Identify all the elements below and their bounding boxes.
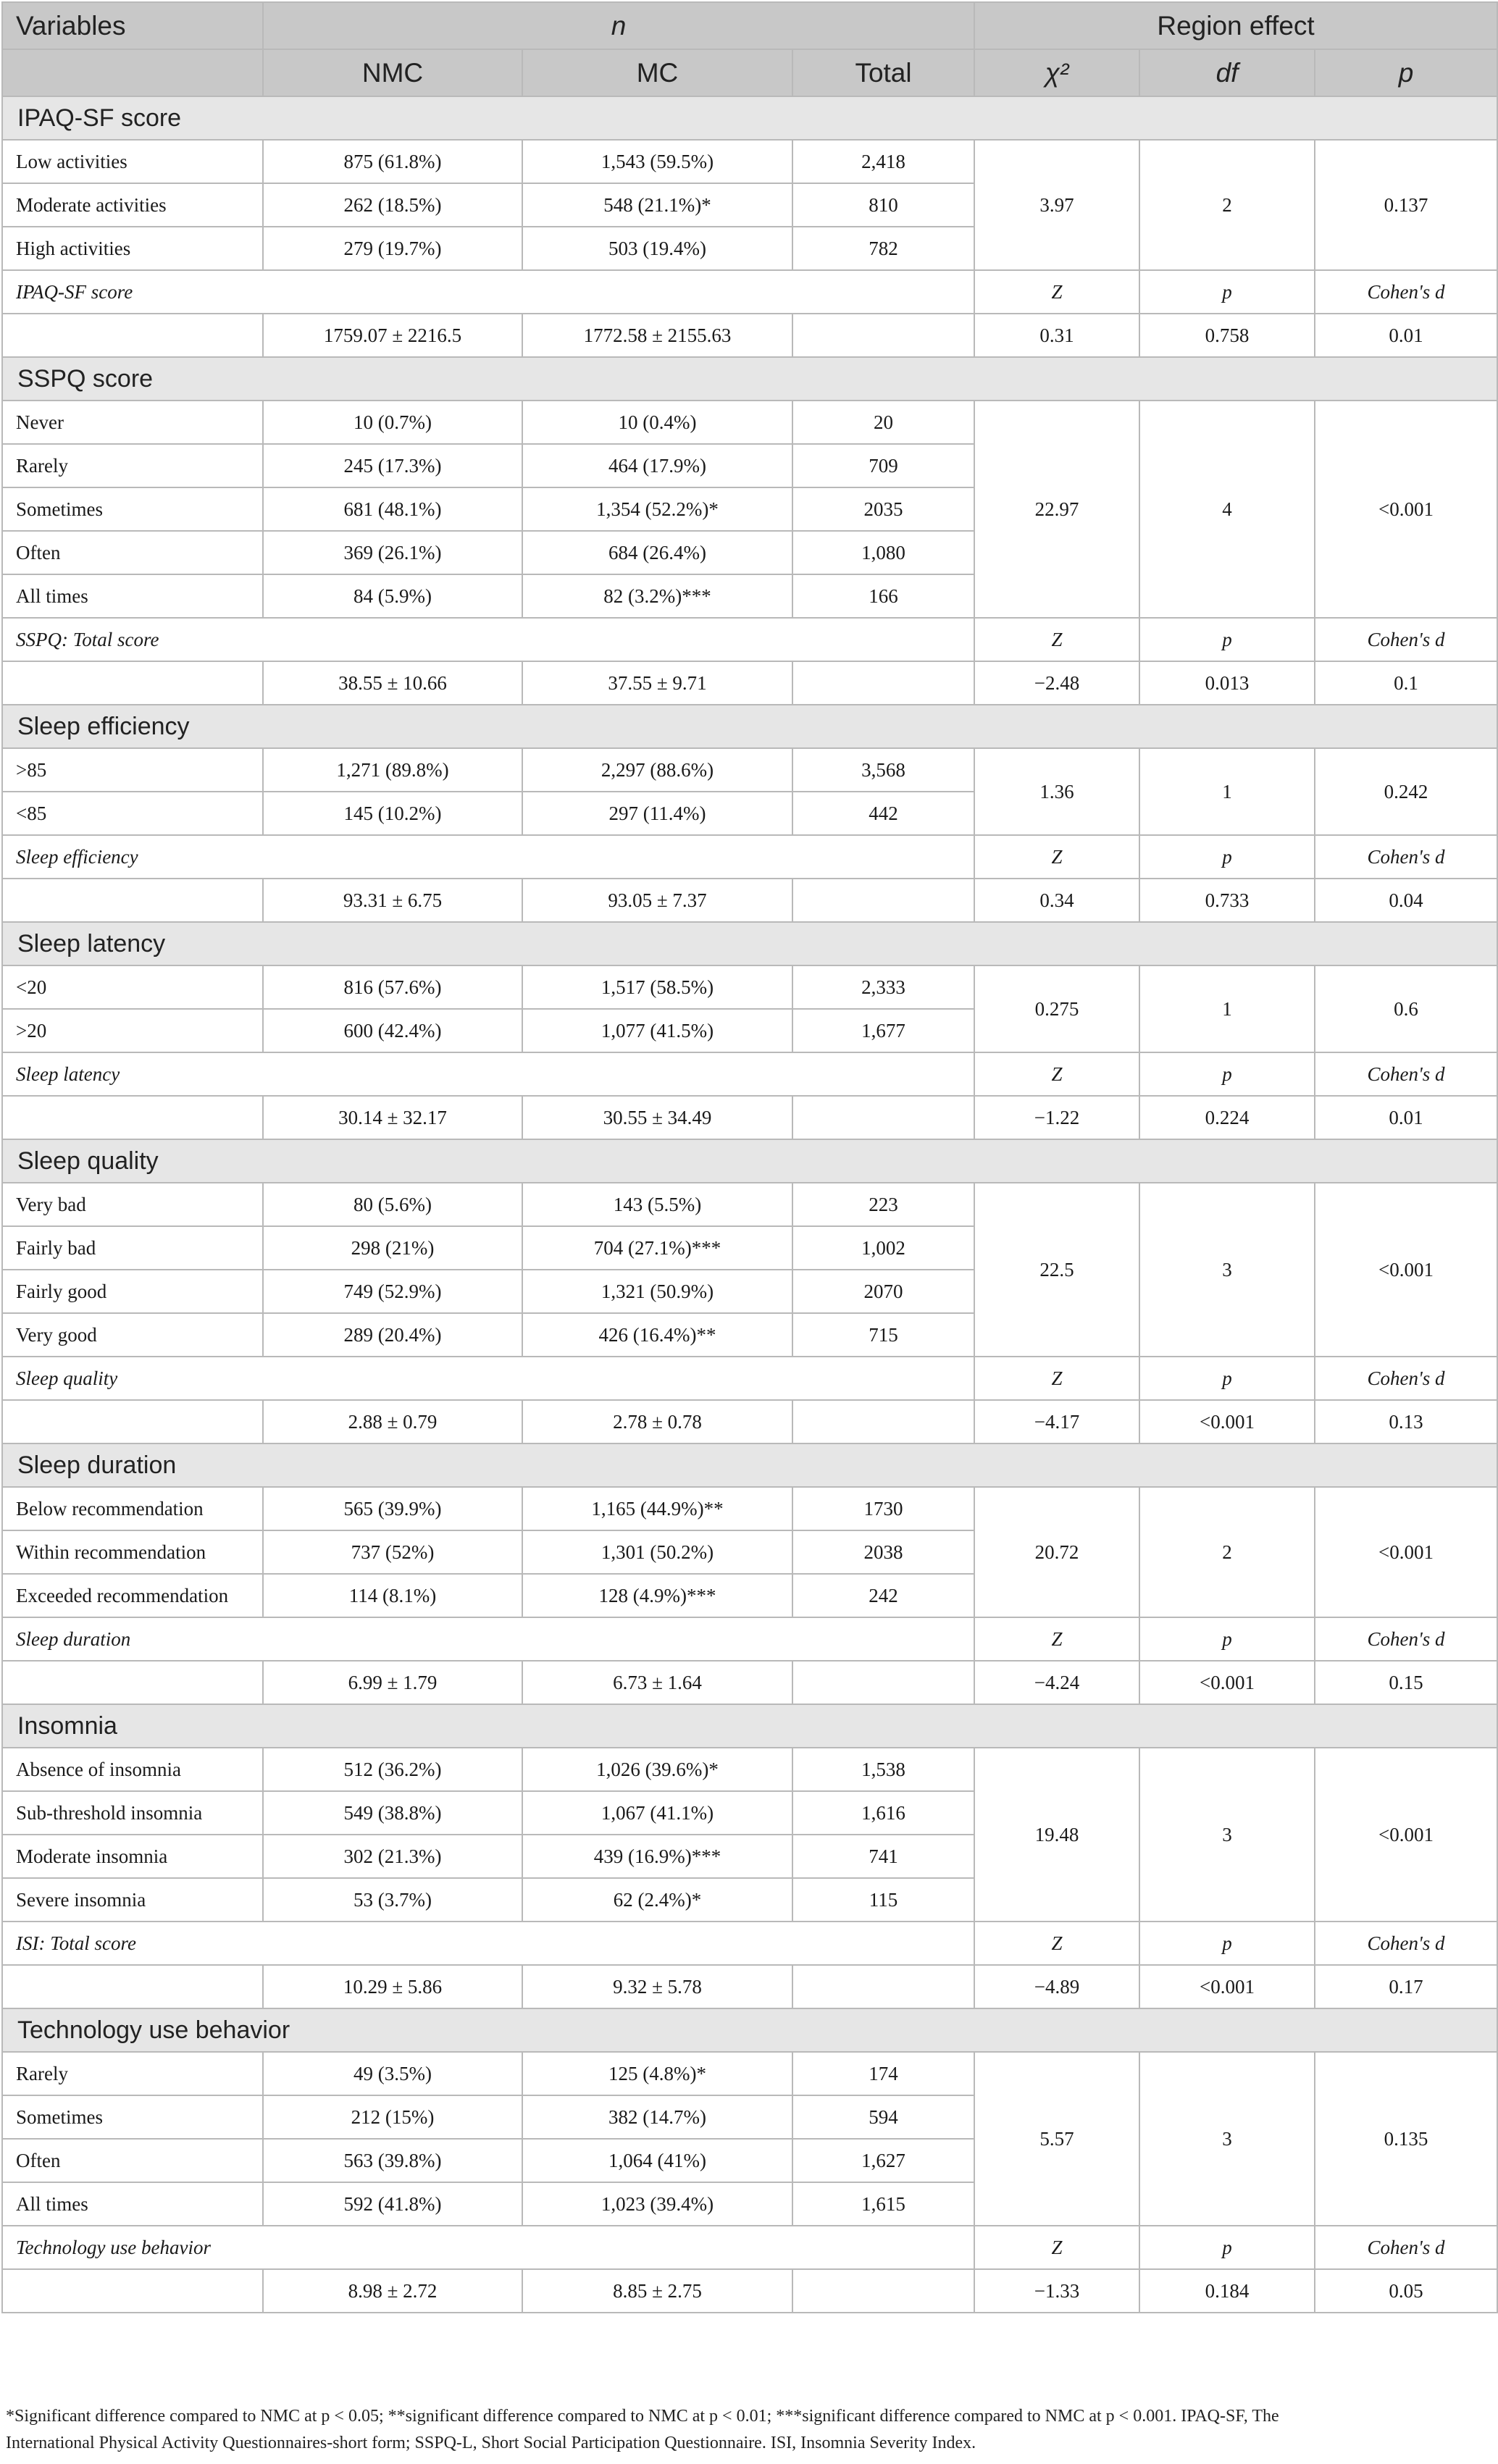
mc-count: 1,077 (41.5%) xyxy=(522,1009,792,1052)
category-label: <20 xyxy=(2,965,263,1009)
cohens-d-value: 0.1 xyxy=(1315,661,1497,705)
section-title: IPAQ-SF score xyxy=(2,96,1497,140)
header-chi2: χ² xyxy=(974,49,1139,96)
mean-blank xyxy=(2,1661,263,1704)
table-row xyxy=(2,401,1497,444)
nmc-count: 298 (21%) xyxy=(263,1226,522,1270)
score-header-row xyxy=(2,618,1497,661)
category-label: Below recommendation xyxy=(2,1487,263,1530)
score-mean-row xyxy=(2,1096,1497,1139)
table-row xyxy=(2,140,1497,183)
mc-mean: 30.55 ± 34.49 xyxy=(522,1096,792,1139)
mc-count: 128 (4.9%)*** xyxy=(522,1574,792,1617)
mc-mean: 6.73 ± 1.64 xyxy=(522,1661,792,1704)
mc-count: 2,297 (88.6%) xyxy=(522,748,792,792)
total-count: 242 xyxy=(792,1574,974,1617)
nmc-count: 212 (15%) xyxy=(263,2095,522,2139)
table-body xyxy=(2,96,1497,2313)
mc-count: 1,064 (41%) xyxy=(522,2139,792,2182)
cohens-d-value: 0.01 xyxy=(1315,1096,1497,1139)
nmc-count: 1,271 (89.8%) xyxy=(263,748,522,792)
p-value-z: <0.001 xyxy=(1139,1661,1315,1704)
total-count: 594 xyxy=(792,2095,974,2139)
z-value: −4.89 xyxy=(974,1965,1139,2008)
total-count: 2070 xyxy=(792,1270,974,1313)
mean-blank xyxy=(2,1096,263,1139)
p-value-z: <0.001 xyxy=(1139,1400,1315,1443)
nmc-count: 289 (20.4%) xyxy=(263,1313,522,1357)
score-header-row xyxy=(2,1617,1497,1661)
nmc-count: 592 (41.8%) xyxy=(263,2182,522,2226)
mc-count: 548 (21.1%)* xyxy=(522,183,792,227)
category-label: Within recommendation xyxy=(2,1530,263,1574)
table-row xyxy=(2,748,1497,792)
z-label: Z xyxy=(974,1052,1139,1096)
cohens-d-label: Cohen's d xyxy=(1315,270,1497,314)
category-label: Moderate insomnia xyxy=(2,1835,263,1878)
score-mean-row xyxy=(2,1400,1497,1443)
mc-count: 1,165 (44.9%)** xyxy=(522,1487,792,1530)
total-blank xyxy=(792,1096,974,1139)
total-count: 1,616 xyxy=(792,1791,974,1835)
score-mean-row xyxy=(2,879,1497,922)
cohens-d-label: Cohen's d xyxy=(1315,1052,1497,1096)
score-label: SSPQ: Total score xyxy=(2,618,974,661)
nmc-mean: 1759.07 ± 2216.5 xyxy=(263,314,522,357)
total-count: 741 xyxy=(792,1835,974,1878)
nmc-count: 53 (3.7%) xyxy=(263,1878,522,1922)
z-label: Z xyxy=(974,835,1139,879)
p-value: 0.135 xyxy=(1315,2052,1497,2226)
nmc-mean: 8.98 ± 2.72 xyxy=(263,2269,522,2313)
category-label: High activities xyxy=(2,227,263,270)
header-total: Total xyxy=(792,49,974,96)
total-count: 2035 xyxy=(792,487,974,531)
category-label: Very bad xyxy=(2,1183,263,1226)
score-mean-row xyxy=(2,2269,1497,2313)
header-variables: Variables xyxy=(2,2,263,49)
section-title: Sleep efficiency xyxy=(2,705,1497,748)
nmc-count: 49 (3.5%) xyxy=(263,2052,522,2095)
section-title: SSPQ score xyxy=(2,357,1497,401)
nmc-count: 262 (18.5%) xyxy=(263,183,522,227)
p-value-z: <0.001 xyxy=(1139,1965,1315,2008)
header-df: df xyxy=(1139,49,1315,96)
mc-mean: 2.78 ± 0.78 xyxy=(522,1400,792,1443)
total-count: 174 xyxy=(792,2052,974,2095)
total-count: 2,333 xyxy=(792,965,974,1009)
z-label: Z xyxy=(974,1617,1139,1661)
mc-count: 464 (17.9%) xyxy=(522,444,792,487)
score-label: ISI: Total score xyxy=(2,1922,974,1965)
mc-mean: 1772.58 ± 2155.63 xyxy=(522,314,792,357)
score-label: Sleep quality xyxy=(2,1357,974,1400)
cohens-d-value: 0.04 xyxy=(1315,879,1497,922)
z-value: −1.22 xyxy=(974,1096,1139,1139)
total-blank xyxy=(792,661,974,705)
cohens-d-label: Cohen's d xyxy=(1315,618,1497,661)
mc-count: 426 (16.4%)** xyxy=(522,1313,792,1357)
cohens-d-value: 0.15 xyxy=(1315,1661,1497,1704)
nmc-count: 302 (21.3%) xyxy=(263,1835,522,1878)
total-count: 166 xyxy=(792,574,974,618)
category-label: Absence of insomnia xyxy=(2,1748,263,1791)
p-value-z: 0.733 xyxy=(1139,879,1315,922)
mean-blank xyxy=(2,1965,263,2008)
mc-count: 62 (2.4%)* xyxy=(522,1878,792,1922)
score-label: Technology use behavior xyxy=(2,2226,974,2269)
section-row xyxy=(2,1443,1497,1487)
total-count: 20 xyxy=(792,401,974,444)
category-label: Often xyxy=(2,531,263,574)
category-label: Moderate activities xyxy=(2,183,263,227)
mc-count: 1,023 (39.4%) xyxy=(522,2182,792,2226)
p-label: p xyxy=(1139,1052,1315,1096)
cohens-d-label: Cohen's d xyxy=(1315,1617,1497,1661)
nmc-mean: 93.31 ± 6.75 xyxy=(263,879,522,922)
table-row xyxy=(2,1487,1497,1530)
p-value: <0.001 xyxy=(1315,1183,1497,1357)
score-mean-row xyxy=(2,1965,1497,2008)
cohens-d-value: 0.17 xyxy=(1315,1965,1497,2008)
score-header-row xyxy=(2,1922,1497,1965)
section-title: Sleep quality xyxy=(2,1139,1497,1183)
mean-blank xyxy=(2,314,263,357)
mc-count: 439 (16.9%)*** xyxy=(522,1835,792,1878)
category-label: Low activities xyxy=(2,140,263,183)
mc-mean: 37.55 ± 9.71 xyxy=(522,661,792,705)
results-table xyxy=(1,1,1498,2313)
score-mean-row xyxy=(2,661,1497,705)
nmc-count: 749 (52.9%) xyxy=(263,1270,522,1313)
z-label: Z xyxy=(974,1357,1139,1400)
nmc-mean: 10.29 ± 5.86 xyxy=(263,1965,522,2008)
score-header-row xyxy=(2,270,1497,314)
df-value: 3 xyxy=(1139,1748,1315,1922)
z-value: −4.24 xyxy=(974,1661,1139,1704)
table-footnote xyxy=(6,2403,1491,2457)
nmc-count: 600 (42.4%) xyxy=(263,1009,522,1052)
cohens-d-value: 0.01 xyxy=(1315,314,1497,357)
nmc-count: 84 (5.9%) xyxy=(263,574,522,618)
score-header-row xyxy=(2,1052,1497,1096)
p-value: 0.6 xyxy=(1315,965,1497,1052)
cohens-d-label: Cohen's d xyxy=(1315,1357,1497,1400)
section-row xyxy=(2,357,1497,401)
chi2-value: 22.97 xyxy=(974,401,1139,618)
chi2-value: 5.57 xyxy=(974,2052,1139,2226)
p-value-z: 0.758 xyxy=(1139,314,1315,357)
category-label: Sometimes xyxy=(2,487,263,531)
total-blank xyxy=(792,1661,974,1704)
nmc-count: 875 (61.8%) xyxy=(263,140,522,183)
table-row xyxy=(2,2052,1497,2095)
total-count: 3,568 xyxy=(792,748,974,792)
total-blank xyxy=(792,1965,974,2008)
header-p: p xyxy=(1315,49,1497,96)
category-label: Rarely xyxy=(2,2052,263,2095)
p-value-z: 0.224 xyxy=(1139,1096,1315,1139)
table-row xyxy=(2,1183,1497,1226)
nmc-count: 145 (10.2%) xyxy=(263,792,522,835)
nmc-mean: 6.99 ± 1.79 xyxy=(263,1661,522,1704)
chi2-value: 19.48 xyxy=(974,1748,1139,1922)
score-mean-row xyxy=(2,1661,1497,1704)
footnote-line-2: International Physical Activity Questionnaires-short form; SSPQ-L, Short Social Participation Questionnaire. ISI, Insomnia Severity Index. xyxy=(6,2434,976,2452)
category-label: All times xyxy=(2,2182,263,2226)
section-title: Sleep latency xyxy=(2,922,1497,965)
section-row xyxy=(2,705,1497,748)
mc-mean: 9.32 ± 5.78 xyxy=(522,1965,792,2008)
cohens-d-label: Cohen's d xyxy=(1315,835,1497,879)
section-row xyxy=(2,1704,1497,1748)
section-row xyxy=(2,96,1497,140)
p-label: p xyxy=(1139,1617,1315,1661)
cohens-d-label: Cohen's d xyxy=(1315,1922,1497,1965)
category-label: <85 xyxy=(2,792,263,835)
category-label: All times xyxy=(2,574,263,618)
section-row xyxy=(2,1139,1497,1183)
p-label: p xyxy=(1139,1922,1315,1965)
z-label: Z xyxy=(974,270,1139,314)
p-value-z: 0.184 xyxy=(1139,2269,1315,2313)
score-label: Sleep latency xyxy=(2,1052,974,1096)
df-value: 1 xyxy=(1139,965,1315,1052)
total-count: 709 xyxy=(792,444,974,487)
z-label: Z xyxy=(974,618,1139,661)
z-value: 0.31 xyxy=(974,314,1139,357)
nmc-count: 279 (19.7%) xyxy=(263,227,522,270)
p-value: <0.001 xyxy=(1315,401,1497,618)
total-count: 115 xyxy=(792,1878,974,1922)
header-blank xyxy=(2,49,263,96)
df-value: 3 xyxy=(1139,1183,1315,1357)
category-label: Fairly good xyxy=(2,1270,263,1313)
nmc-mean: 2.88 ± 0.79 xyxy=(263,1400,522,1443)
p-label: p xyxy=(1139,2226,1315,2269)
mc-count: 143 (5.5%) xyxy=(522,1183,792,1226)
nmc-count: 565 (39.9%) xyxy=(263,1487,522,1530)
mc-count: 297 (11.4%) xyxy=(522,792,792,835)
category-label: Very good xyxy=(2,1313,263,1357)
z-value: −1.33 xyxy=(974,2269,1139,2313)
chi2-value: 0.275 xyxy=(974,965,1139,1052)
total-count: 1,080 xyxy=(792,531,974,574)
chi2-value: 22.5 xyxy=(974,1183,1139,1357)
header-mc: MC xyxy=(522,49,792,96)
total-count: 1,627 xyxy=(792,2139,974,2182)
mc-mean: 8.85 ± 2.75 xyxy=(522,2269,792,2313)
mean-blank xyxy=(2,1400,263,1443)
section-row xyxy=(2,922,1497,965)
nmc-count: 114 (8.1%) xyxy=(263,1574,522,1617)
mc-count: 1,517 (58.5%) xyxy=(522,965,792,1009)
z-value: −2.48 xyxy=(974,661,1139,705)
nmc-mean: 38.55 ± 10.66 xyxy=(263,661,522,705)
mean-blank xyxy=(2,2269,263,2313)
mc-count: 1,067 (41.1%) xyxy=(522,1791,792,1835)
nmc-count: 512 (36.2%) xyxy=(263,1748,522,1791)
score-header-row xyxy=(2,835,1497,879)
mc-count: 1,354 (52.2%)* xyxy=(522,487,792,531)
category-label: Sub-threshold insomnia xyxy=(2,1791,263,1835)
category-label: Exceeded recommendation xyxy=(2,1574,263,1617)
category-label: Sometimes xyxy=(2,2095,263,2139)
mc-count: 704 (27.1%)*** xyxy=(522,1226,792,1270)
nmc-count: 549 (38.8%) xyxy=(263,1791,522,1835)
df-value: 4 xyxy=(1139,401,1315,618)
total-count: 715 xyxy=(792,1313,974,1357)
header-nmc: NMC xyxy=(263,49,522,96)
p-value: 0.137 xyxy=(1315,140,1497,270)
section-title: Technology use behavior xyxy=(2,2008,1497,2052)
nmc-count: 245 (17.3%) xyxy=(263,444,522,487)
total-count: 1,538 xyxy=(792,1748,974,1791)
nmc-count: 10 (0.7%) xyxy=(263,401,522,444)
category-label: Rarely xyxy=(2,444,263,487)
score-label: Sleep efficiency xyxy=(2,835,974,879)
df-value: 3 xyxy=(1139,2052,1315,2226)
total-count: 810 xyxy=(792,183,974,227)
mc-count: 125 (4.8%)* xyxy=(522,2052,792,2095)
footnote-line-1: *Significant difference compared to NMC at p < 0.05; **significant difference compared to NMC at p < 0.01; ***significant difference compared to NMC at p < 0.001. IPAQ-SF, The xyxy=(6,2407,1279,2426)
mc-mean: 93.05 ± 7.37 xyxy=(522,879,792,922)
cohens-d-value: 0.13 xyxy=(1315,1400,1497,1443)
category-label: Severe insomnia xyxy=(2,1878,263,1922)
score-label: Sleep duration xyxy=(2,1617,974,1661)
total-blank xyxy=(792,2269,974,2313)
score-header-row xyxy=(2,2226,1497,2269)
category-label: Fairly bad xyxy=(2,1226,263,1270)
score-mean-row xyxy=(2,314,1497,357)
z-value: −4.17 xyxy=(974,1400,1139,1443)
nmc-count: 80 (5.6%) xyxy=(263,1183,522,1226)
category-label: Never xyxy=(2,401,263,444)
score-header-row xyxy=(2,1357,1497,1400)
cohens-d-value: 0.05 xyxy=(1315,2269,1497,2313)
df-value: 2 xyxy=(1139,1487,1315,1617)
nmc-count: 563 (39.8%) xyxy=(263,2139,522,2182)
total-blank xyxy=(792,1400,974,1443)
total-count: 1,615 xyxy=(792,2182,974,2226)
mc-count: 1,543 (59.5%) xyxy=(522,140,792,183)
total-blank xyxy=(792,879,974,922)
total-count: 1,002 xyxy=(792,1226,974,1270)
mc-count: 82 (3.2%)*** xyxy=(522,574,792,618)
mc-count: 10 (0.4%) xyxy=(522,401,792,444)
total-count: 782 xyxy=(792,227,974,270)
total-count: 2038 xyxy=(792,1530,974,1574)
nmc-count: 737 (52%) xyxy=(263,1530,522,1574)
category-label: >85 xyxy=(2,748,263,792)
category-label: >20 xyxy=(2,1009,263,1052)
chi2-value: 1.36 xyxy=(974,748,1139,835)
chi2-value: 3.97 xyxy=(974,140,1139,270)
nmc-mean: 30.14 ± 32.17 xyxy=(263,1096,522,1139)
p-label: p xyxy=(1139,270,1315,314)
total-count: 1730 xyxy=(792,1487,974,1530)
cohens-d-label: Cohen's d xyxy=(1315,2226,1497,2269)
table-row xyxy=(2,1748,1497,1791)
nmc-count: 816 (57.6%) xyxy=(263,965,522,1009)
p-label: p xyxy=(1139,835,1315,879)
df-value: 1 xyxy=(1139,748,1315,835)
mean-blank xyxy=(2,879,263,922)
category-label: Often xyxy=(2,2139,263,2182)
df-value: 2 xyxy=(1139,140,1315,270)
mc-count: 1,301 (50.2%) xyxy=(522,1530,792,1574)
nmc-count: 369 (26.1%) xyxy=(263,531,522,574)
mc-count: 382 (14.7%) xyxy=(522,2095,792,2139)
p-value: 0.242 xyxy=(1315,748,1497,835)
chi2-value: 20.72 xyxy=(974,1487,1139,1617)
mc-count: 684 (26.4%) xyxy=(522,531,792,574)
nmc-count: 681 (48.1%) xyxy=(263,487,522,531)
total-count: 1,677 xyxy=(792,1009,974,1052)
p-label: p xyxy=(1139,1357,1315,1400)
table-row xyxy=(2,965,1497,1009)
header-region-effect: Region effect xyxy=(974,2,1497,49)
p-value: <0.001 xyxy=(1315,1487,1497,1617)
total-count: 2,418 xyxy=(792,140,974,183)
z-label: Z xyxy=(974,2226,1139,2269)
header-n: n xyxy=(263,2,974,49)
z-value: 0.34 xyxy=(974,879,1139,922)
mc-count: 1,321 (50.9%) xyxy=(522,1270,792,1313)
total-count: 442 xyxy=(792,792,974,835)
total-blank xyxy=(792,314,974,357)
z-label: Z xyxy=(974,1922,1139,1965)
mc-count: 503 (19.4%) xyxy=(522,227,792,270)
section-title: Sleep duration xyxy=(2,1443,1497,1487)
mc-count: 1,026 (39.6%)* xyxy=(522,1748,792,1791)
p-value-z: 0.013 xyxy=(1139,661,1315,705)
score-label: IPAQ-SF score xyxy=(2,270,974,314)
mean-blank xyxy=(2,661,263,705)
section-row xyxy=(2,2008,1497,2052)
p-label: p xyxy=(1139,618,1315,661)
p-value: <0.001 xyxy=(1315,1748,1497,1922)
section-title: Insomnia xyxy=(2,1704,1497,1748)
total-count: 223 xyxy=(792,1183,974,1226)
